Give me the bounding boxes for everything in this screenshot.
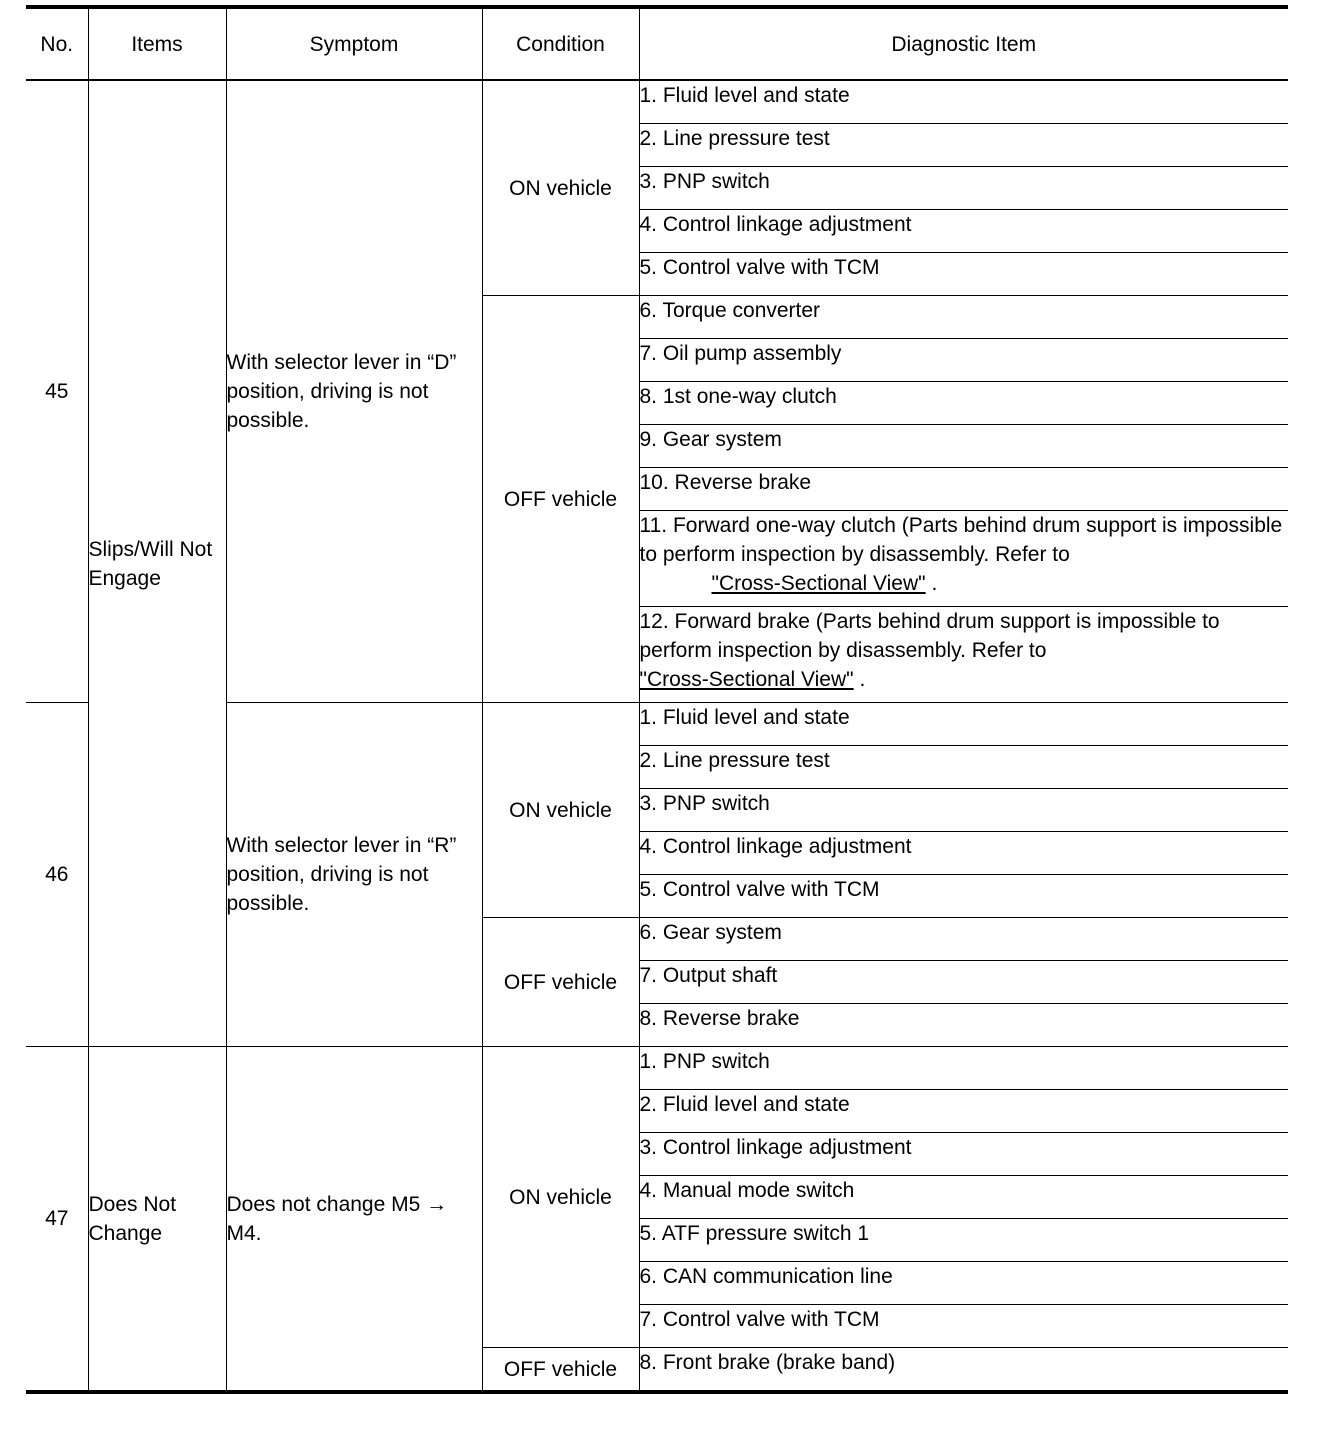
- diagnostic-item: 7. Output shaft: [639, 961, 1288, 1004]
- condition-off-vehicle: OFF vehicle: [482, 296, 639, 703]
- symptom-cell: Does not change M5 → M4.: [226, 1047, 482, 1393]
- diagnostic-table: [26, 5, 1288, 1394]
- diagnostic-item-text: 12. Forward brake (Parts behind drum support is impossible to perform inspection by disassembly. Refer to: [639, 610, 1220, 662]
- diagnostic-item: 1. Fluid level and state: [639, 703, 1288, 746]
- diagnostic-item: 7. Control valve with TCM: [639, 1305, 1288, 1348]
- diagnostic-item: 3. PNP switch: [639, 167, 1288, 210]
- diagnostic-item-11: [639, 511, 1288, 607]
- diagnostic-item: 6. Gear system: [639, 918, 1288, 961]
- link-tail: .: [853, 668, 866, 691]
- item-does-not-change: Does Not Change: [88, 1047, 226, 1393]
- item-slips-will-not-engage: Slips/Will Not Engage: [88, 80, 226, 1047]
- table-row: [26, 80, 1288, 124]
- header-items: Items: [88, 7, 226, 80]
- diagnostic-item: 6. CAN communication line: [639, 1262, 1288, 1305]
- row-number: 47: [26, 1047, 88, 1393]
- condition-on-vehicle: ON vehicle: [482, 80, 639, 296]
- table-row: [26, 1047, 1288, 1090]
- diagnostic-item: 3. Control linkage adjustment: [639, 1133, 1288, 1176]
- symptom-cell: With selector lever in “R” position, driving is not possible.: [226, 703, 482, 1047]
- header-symptom: Symptom: [226, 7, 482, 80]
- diagnostic-item-12: [639, 607, 1288, 703]
- diagnostic-item: 3. PNP switch: [639, 789, 1288, 832]
- condition-off-vehicle: OFF vehicle: [482, 918, 639, 1047]
- diagnostic-item: 2. Fluid level and state: [639, 1090, 1288, 1133]
- diagnostic-item: 2. Line pressure test: [639, 124, 1288, 167]
- condition-off-vehicle: OFF vehicle: [482, 1348, 639, 1393]
- diagnostic-item: 8. Reverse brake: [639, 1004, 1288, 1047]
- row-number: 46: [26, 703, 88, 1047]
- cross-sectional-view-link[interactable]: "Cross-Sectional View": [711, 572, 926, 595]
- header-condition: Condition: [482, 7, 639, 80]
- diagnostic-item: 5. Control valve with TCM: [639, 875, 1288, 918]
- condition-on-vehicle: ON vehicle: [482, 1047, 639, 1348]
- diagnostic-item: 1. PNP switch: [639, 1047, 1288, 1090]
- diagnostic-item: 4. Control linkage adjustment: [639, 210, 1288, 253]
- symptom-cell: With selector lever in “D” position, driving is not possible.: [226, 80, 482, 703]
- diagnostic-item: 8. Front brake (brake band): [639, 1348, 1288, 1393]
- diagnostic-item-text: 11. Forward one-way clutch (Parts behind drum support is impossible to perform inspection by disassembly. Refer to: [639, 514, 1283, 566]
- diagnostic-item: 5. Control valve with TCM: [639, 253, 1288, 296]
- diagnostic-item: 6. Torque converter: [639, 296, 1288, 339]
- diagnostic-item: 9. Gear system: [639, 425, 1288, 468]
- diagnostic-item: 7. Oil pump assembly: [639, 339, 1288, 382]
- header-diagnostic-item: Diagnostic Item: [639, 7, 1288, 80]
- diagnostic-item: 2. Line pressure test: [639, 746, 1288, 789]
- link-tail: .: [925, 572, 938, 595]
- diagnostic-item: 8. 1st one-way clutch: [639, 382, 1288, 425]
- diagnostic-item: 10. Reverse brake: [639, 468, 1288, 511]
- diagnostic-item: 5. ATF pressure switch 1: [639, 1219, 1288, 1262]
- diagnostic-item: 4. Control linkage adjustment: [639, 832, 1288, 875]
- header-row: [26, 7, 1288, 80]
- header-no: No.: [26, 7, 88, 80]
- row-number: 45: [26, 80, 88, 703]
- diagnostic-item: 1. Fluid level and state: [639, 80, 1288, 124]
- diagnostic-item: 4. Manual mode switch: [639, 1176, 1288, 1219]
- condition-on-vehicle: ON vehicle: [482, 703, 639, 918]
- cross-sectional-view-link[interactable]: "Cross-Sectional View": [639, 668, 854, 691]
